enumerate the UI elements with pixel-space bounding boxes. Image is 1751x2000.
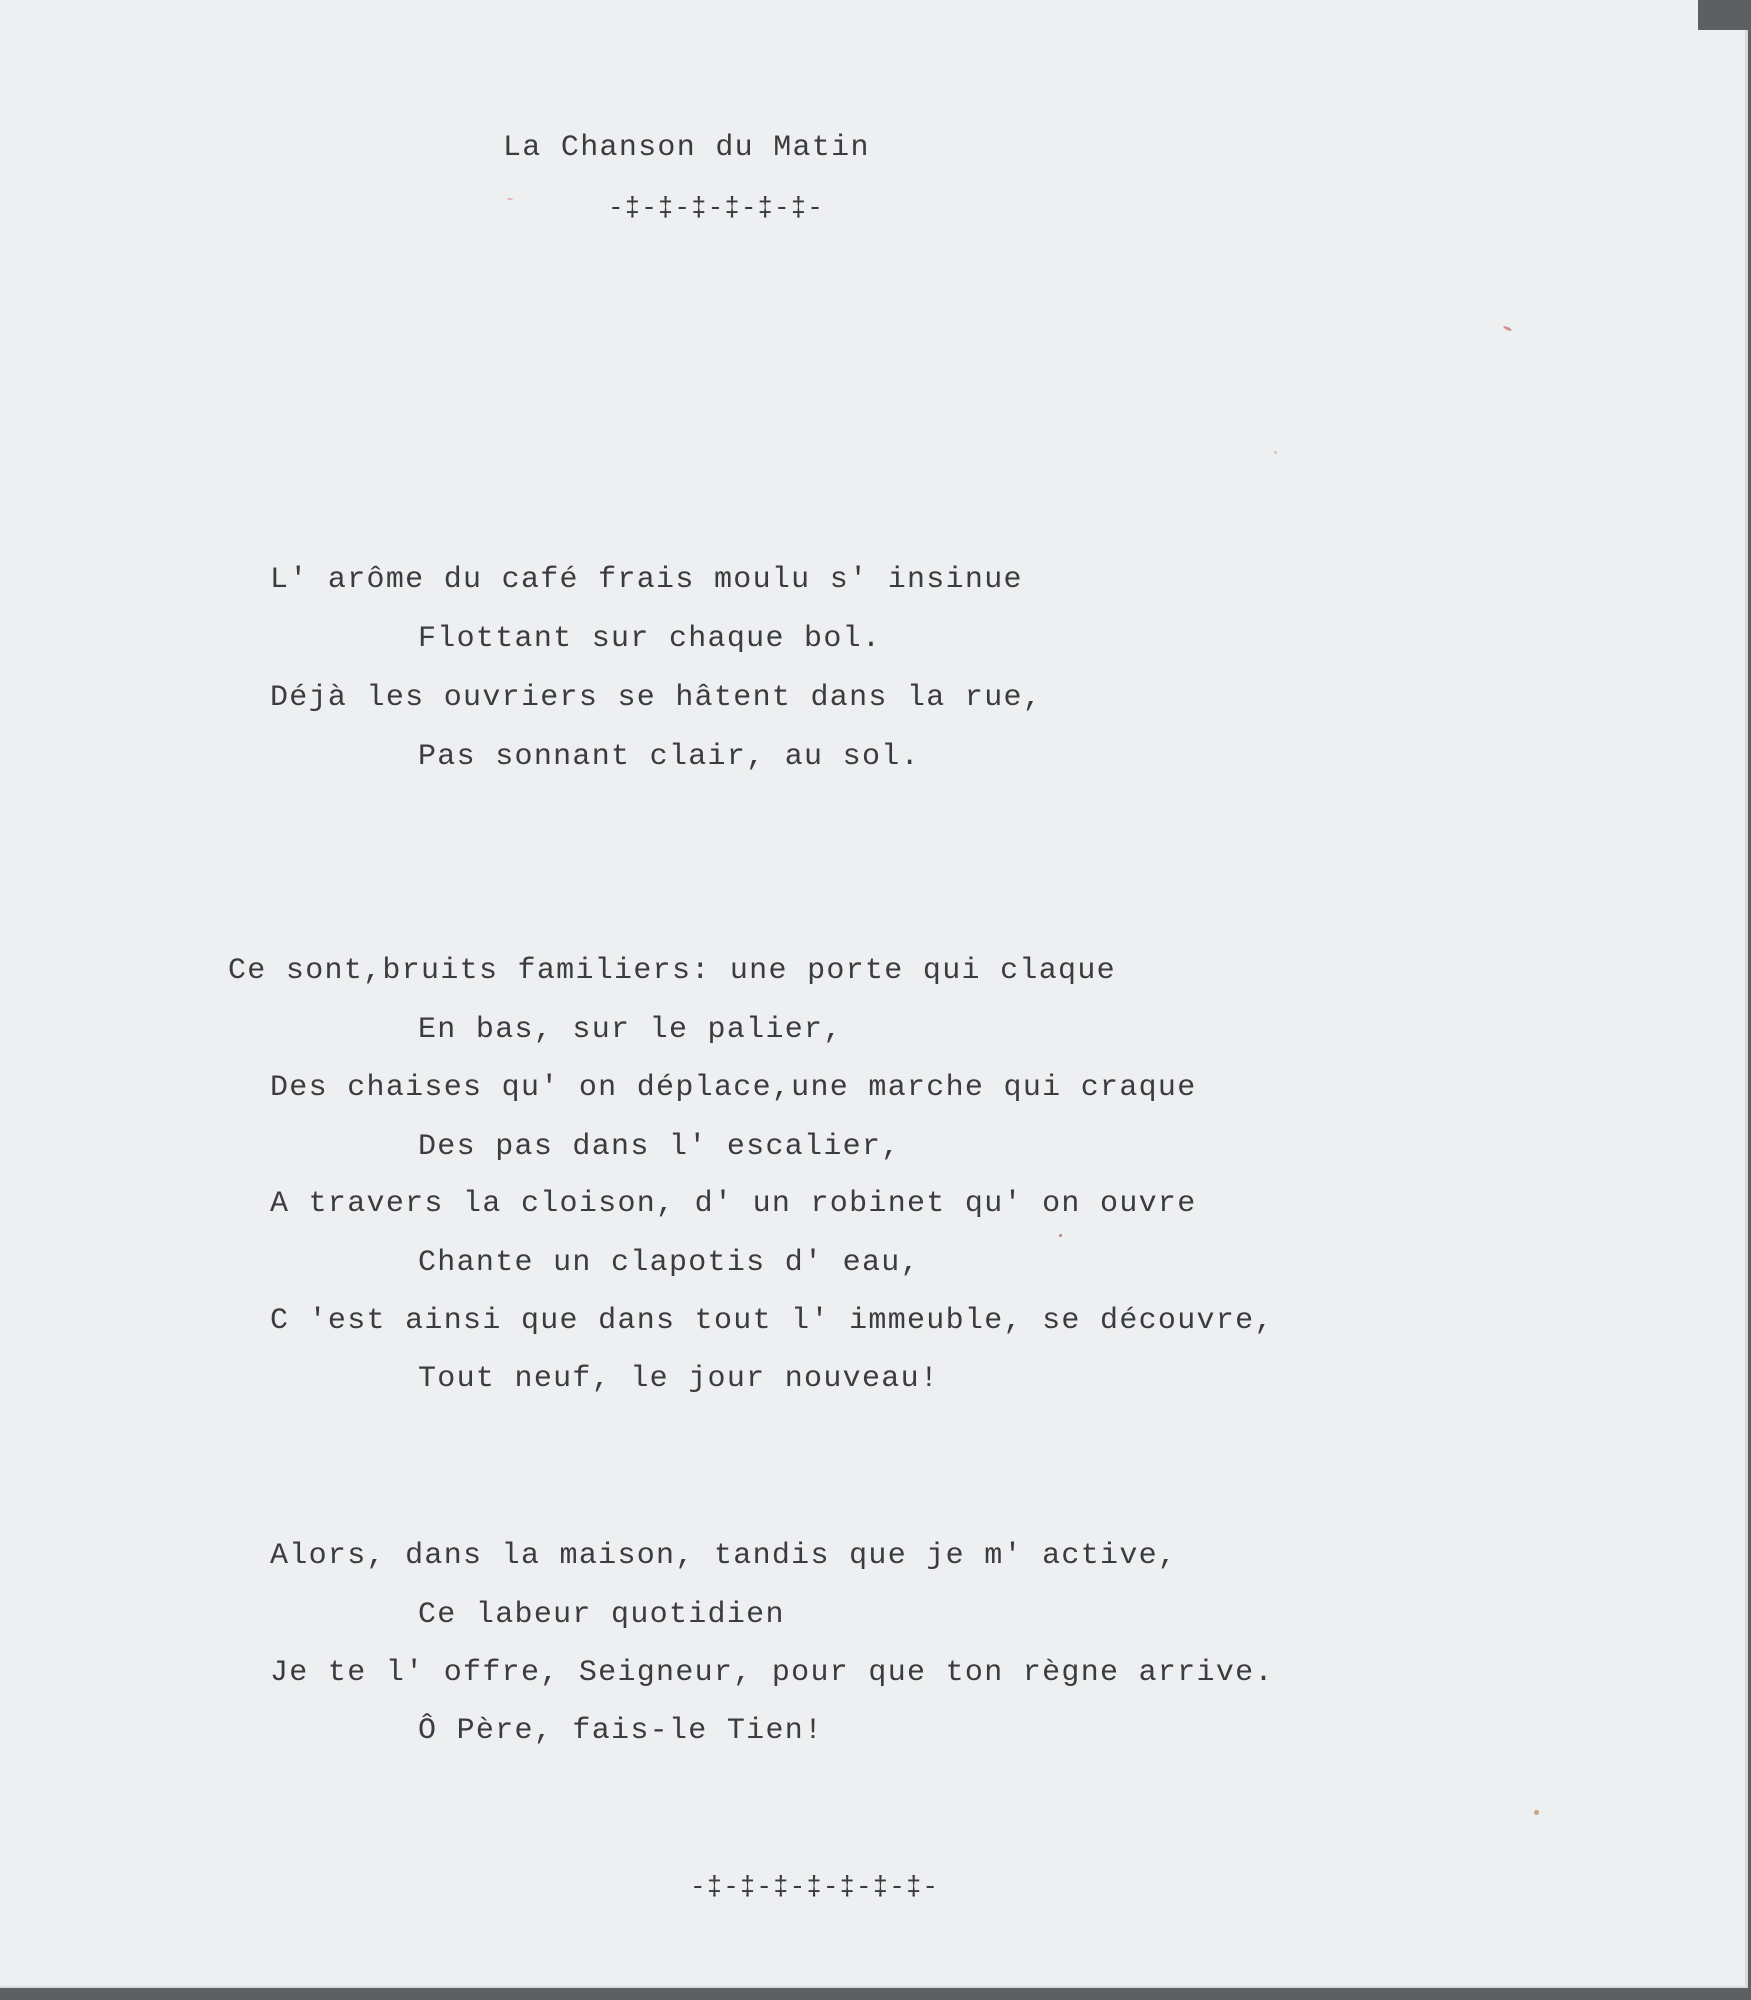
poem-line: Ô Père, fais-le Tien! [418,1714,824,1748]
poem-line: Chante un clapotis d' eau, [418,1246,920,1280]
poem-line: Ce labeur quotidien [418,1598,785,1632]
poem-line: C 'est ainsi que dans tout l' immeuble, se découvre, [270,1304,1274,1338]
poem-line: Déjà les ouvriers se hâtent dans la rue, [270,681,1043,715]
poem-line: Des pas dans l' escalier, [418,1130,901,1164]
page-corner [1698,0,1748,30]
poem-line: Des chaises qu' on déplace,une marche qui craque [270,1071,1197,1105]
paper-mark [1503,325,1512,332]
poem-line: Ce sont,bruits familiers: une porte qui claque [228,954,1116,988]
poem-title: La Chanson du Matin [503,131,870,165]
poem-line: Je te l' offre, Seigneur, pour que ton règne arrive. [270,1656,1274,1690]
poem-line: Alors, dans la maison, tandis que je m' active, [270,1539,1178,1573]
title-ornament: -‡-‡-‡-‡-‡-‡- [608,193,824,223]
poem-line: L' arôme du café frais moulu s' insinue [270,563,1023,597]
poem-line: Flottant sur chaque bol. [418,622,882,656]
paper-mark [507,198,513,200]
paper-mark [1274,451,1277,454]
poem-line: Pas sonnant clair, au sol. [418,740,920,774]
poem-line: Tout neuf, le jour nouveau! [418,1362,940,1396]
closing-ornament: -‡-‡-‡-‡-‡-‡-‡- [690,1872,940,1902]
paper-mark [1534,1810,1539,1815]
poem-line: En bas, sur le palier, [418,1013,843,1047]
paper-mark [1059,1234,1062,1237]
poem-line: A travers la cloison, d' un robinet qu' on ouvre [270,1187,1197,1221]
